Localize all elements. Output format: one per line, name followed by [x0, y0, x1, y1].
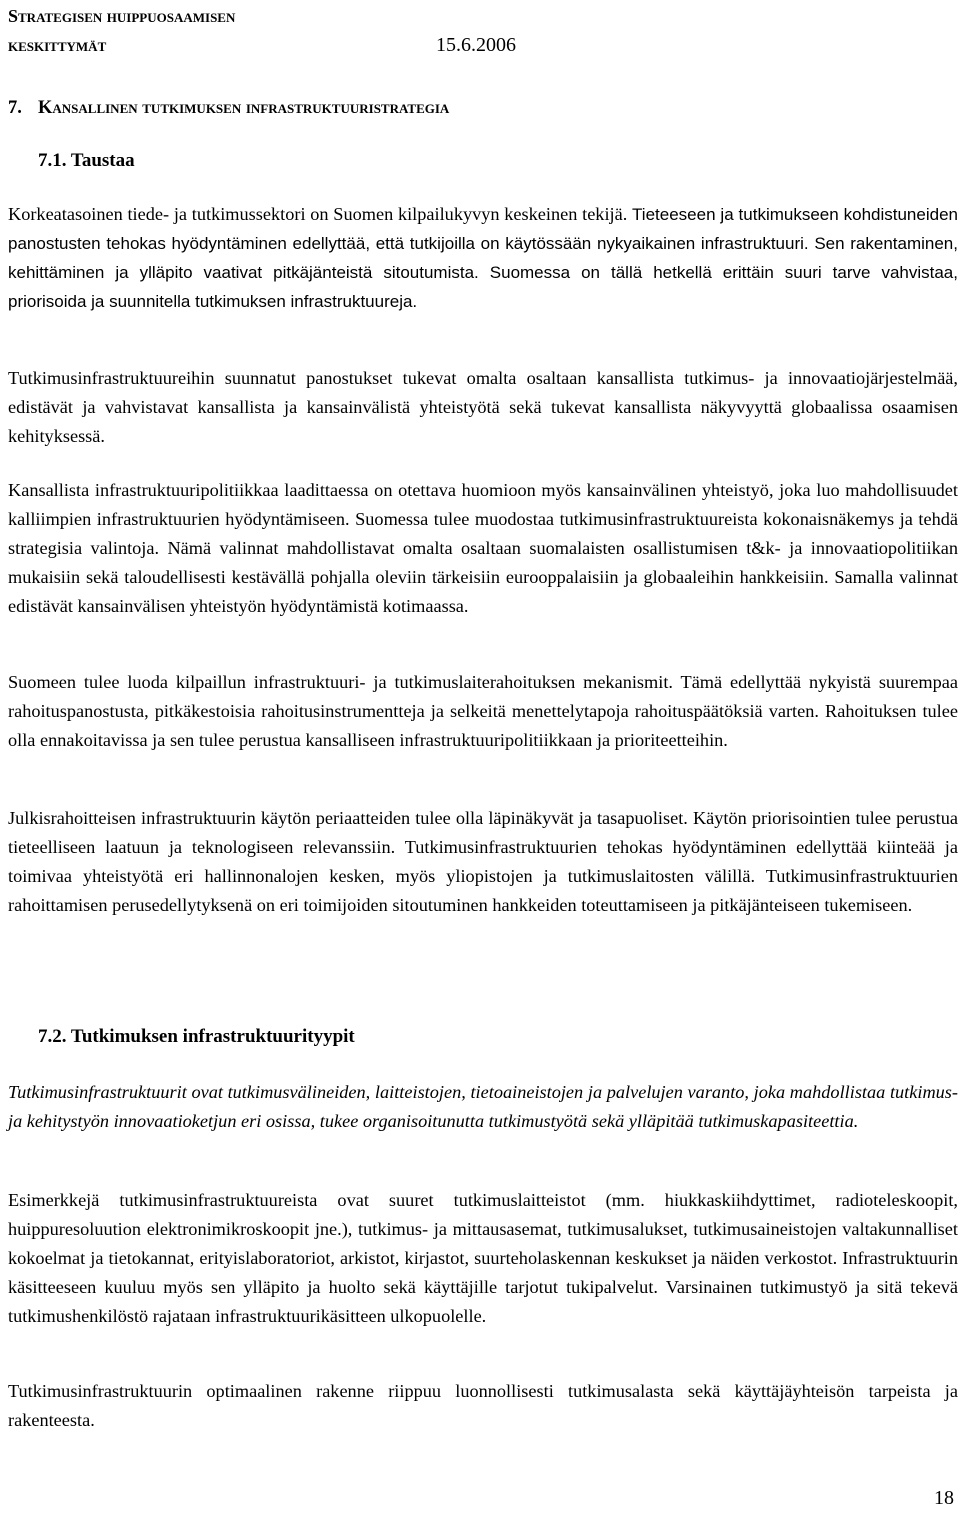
- header-date: 15.6.2006: [436, 34, 516, 56]
- paragraph-5: Julkisrahoitteisen infrastruktuurin käytön periaatteiden tulee olla läpinäkyvät ja tasapuoliset. Käytön priorisointien tulee perustua tieteelliseen laatuun ja teknologiseen relevanssiin. Tutkimusinfrastruktuurien tehokas hyödyntäminen edellyttää kiinteää ja toimivaa yhteistyötä eri hallinnonalojen kesken, myös yliopistojen ja tutkimuslaitosten välillä. Tutkimusinfrastruktuurien rahoittamisen perusedellytyksenä on eri toimijoiden sitoutuminen hankkeiden toteuttamiseen ja pitkäjänteiseen tukemiseen.: [8, 808, 958, 915]
- header-title-line2: keskittymät: [8, 35, 107, 55]
- page-number: 18: [934, 1487, 954, 1509]
- section-heading-tyypit: 7.2. Tutkimuksen infrastruktuurityypit: [38, 1026, 355, 1047]
- chapter-number: 7.: [8, 98, 22, 118]
- header-title-line1: Strategisen huippuosaamisen: [8, 6, 236, 26]
- paragraph-4: Suomeen tulee luoda kilpaillun infrastruktuuri- ja tutkimuslaiterahoituksen mekanismit. Tämä edellyttää nykyistä suurempaa rahoituspanostusta, pitkäkestoisia rahoitusinstrumentteja ja selkeitä menettelytapoja rahoituspäätöksiä varten. Rahoituksen tulee olla ennakoitavissa ja sen tulee perustua kansalliseen infrastruktuuripolitiikkaan ja prioriteetteihin.: [8, 672, 958, 750]
- chapter-title: Kansallinen tutkimuksen infrastruktuuristrategia: [38, 98, 450, 118]
- paragraph-2: Tutkimusinfrastruktuureihin suunnatut panostukset tukevat omalta osaltaan kansallista tutkimus- ja innovaatiojärjestelmää, edistävät ja vahvistavat kansallista ja kansainvälistä yhteistyötä sekä tukevat kansallista näkyvyyttä globaalissa osaamisen kehityksessä.: [8, 368, 958, 446]
- paragraph-7: Esimerkkejä tutkimusinfrastruktuureista ovat suuret tutkimuslaitteistot (mm. hiukkaskiihdyttimet, radioteleskoopit, huippuresoluution elektronimikroskoopit jne.), tutkimus- ja mittausasemat, tutkimusalukset, tutkimusaineistojen valtakunnalliset kokoelmat ja tietokannat, erityislaboratoriot, arkistot, kirjastot, suurteholaskennan keskukset ja näiden verkostot. Infrastruktuurin käsitteeseen kuuluu myös sen ylläpito ja huolto sekä käyttäjille tarjotut tukipalvelut. Varsinainen tutkimustyö ja sitä tekevä tutkimushenkilöstö rajataan infrastruktuurikäsitteen ulkopuolelle.: [8, 1190, 958, 1326]
- section-heading-taustaa: 7.1. Taustaa: [38, 150, 135, 171]
- chapter-heading: [8, 94, 449, 123]
- paragraph-1: [8, 200, 958, 316]
- paragraph-8: Tutkimusinfrastruktuurin optimaalinen rakenne riippuu luonnollisesti tutkimusalasta sekä käyttäjäyhteisön tarpeista ja rakenteesta.: [8, 1381, 958, 1430]
- paragraph-1-serif: Korkeatasoinen tiede- ja tutkimussektori on Suomen kilpailukyvyn keskeinen tekijä.: [8, 204, 633, 224]
- running-header: [8, 2, 516, 60]
- paragraph-6-definition: Tutkimusinfrastruktuurit ovat tutkimusvälineiden, laitteistojen, tietoaineistojen ja palvelujen varanto, joka mahdollistaa tutkimus- ja kehitystyön innovaatioketjun eri osissa, tukee organisoitunutta tutkimustyötä sekä ylläpitää tutkimuskapasiteettia.: [8, 1082, 958, 1131]
- paragraph-1-sans: Tieteeseen ja tutkimukseen kohdistuneiden panostusten tehokas hyödyntäminen edellyttää, että tutkijoilla on käytössään nykyaikainen infrastruktuuri. Sen rakentaminen, kehittäminen ja ylläpito vaativat pitkäjänteistä sitoutumista. Suomessa on tällä hetkellä erittäin suuri tarve vahvistaa, priorisoida ja suunnitella tutkimuksen infrastruktuureja.: [8, 205, 958, 311]
- paragraph-3: Kansallista infrastruktuuripolitiikkaa laadittaessa on otettava huomioon myös kansainvälinen yhteistyö, joka luo mahdollisuudet kalliimpien infrastruktuurien hyödyntämiseen. Suomessa tulee muodostaa tutkimusinfrastruktuureista kokonaisnäkemys ja tehdä strategisia valintoja. Nämä valinnat mahdollistavat omalta osaltaan suomalaisten osallistumisen t&k- ja innovaatiopolitiikan mukaisiin sekä taloudellisesti kestävällä pohjalla oleviin tärkeisiin eurooppalaisiin ja globaaleihin hankkeisiin. Samalla valinnat edistävät kansainvälisen yhteistyön hyödyntämistä kotimaassa.: [8, 480, 958, 616]
